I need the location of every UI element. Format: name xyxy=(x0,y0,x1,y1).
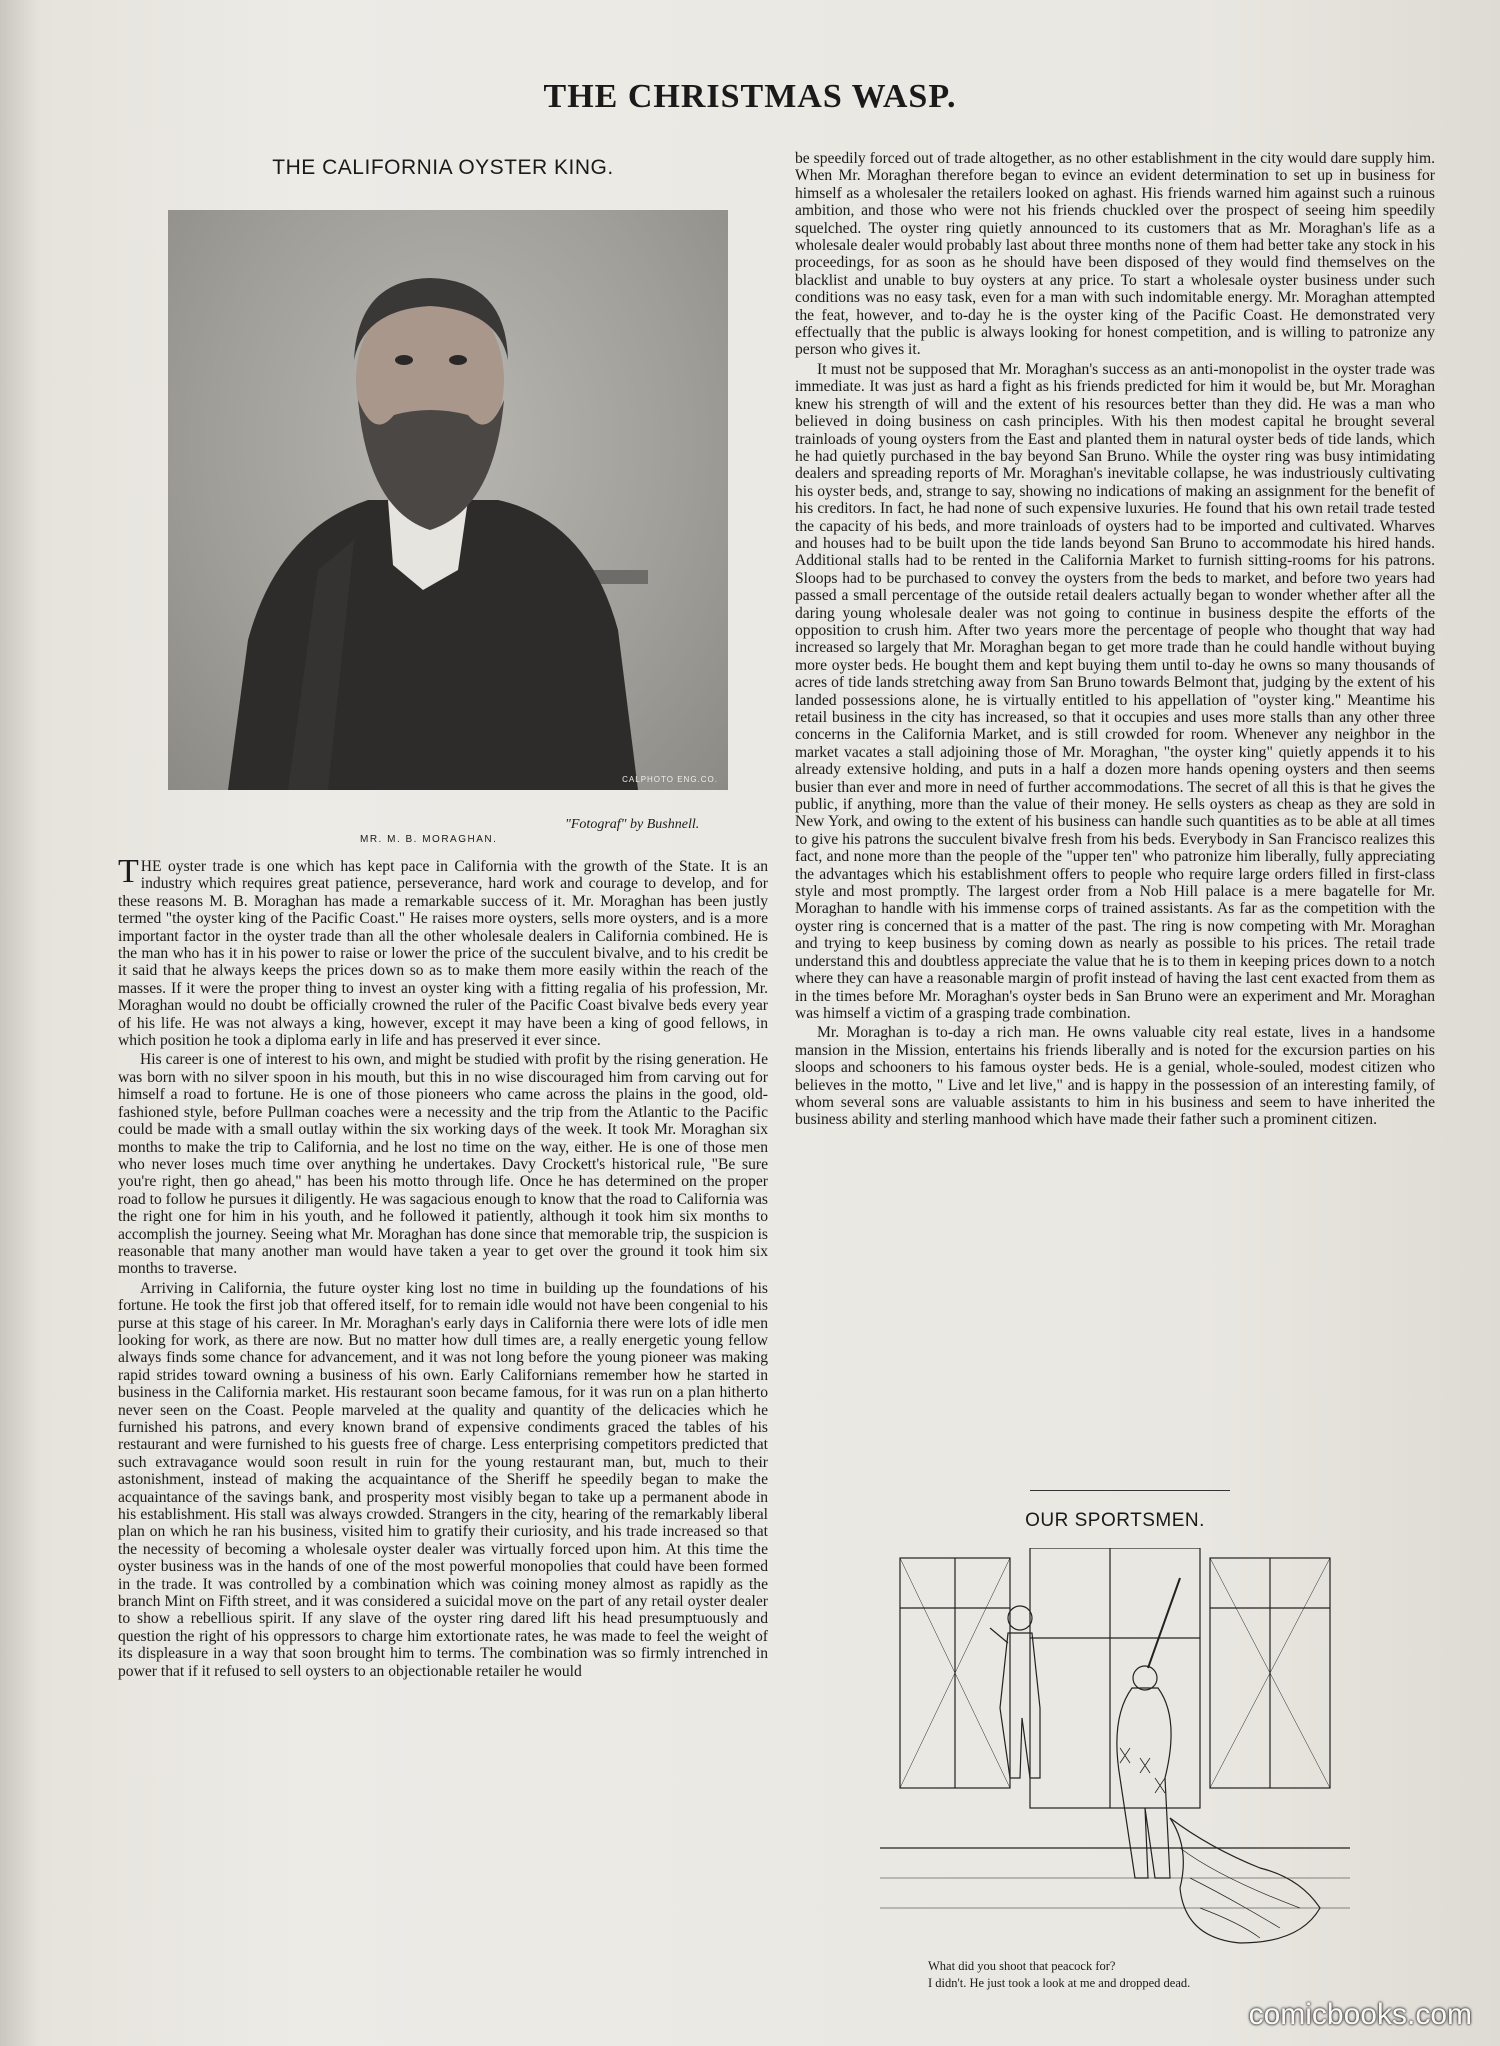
cartoon-title: OUR SPORTSMEN. xyxy=(1025,1510,1205,1531)
article-paragraph: THE oyster trade is one which has kept pace in California with the growth of the State. It is an industry which requires great patience, perseverance, hard work and courage to develop, and for these reasons M. B. Moraghan has made a remarkable success of it. Mr. Moraghan has been justly termed "the oyster king of the Pacific Coast." He raises more oysters, sells more oysters, and is a more important factor in the oyster trade than all the other wholesale dealers in California combined. He is the man who has it in his power to raise or lower the price of the succulent bivalve, and to his credit be it said that he always keeps the prices down so as to make them more easily within the reach of the masses. If it were the proper thing to invest an oyster king with a fitting regalia of his profession, Mr. Moraghan would no doubt be officially crowned the ruler of the Pacific Coast bivalve beds every year of his life. He was not always a king, however, except it may have been a king of good fellows, in which position he took a diploma early in life and has preserved it ever since. xyxy=(118,858,768,1050)
article-paragraph: It must not be supposed that Mr. Moraghan's success as an anti-monopolist in the oyster trade was immediate. It was just as hard a fight as his friends predicted for him it would be, but Mr. Moraghan knew his strength of will and the extent of his resources better than they did. He was a man who believed in doing business on cash principles. With his then modest capital he brought several trainloads of young oysters from the East and planted them in natural oyster beds of tide lands, which he had quietly purchased in the bay beyond San Bruno. While the oyster ring was busy intimidating dealers and spreading reports of Mr. Moraghan's inevitable collapse, he was industriously cultivating his oyster beds, and, strange to say, showing no indications of making an assignment for the benefit of his creditors. In fact, he had none of such expensive luxuries. He found that his own retail trade tested the capacity of his beds, and more trainloads of oysters had to be imported and cultivated. Wharves and houses had to be built upon the tide lands beyond San Bruno to accommodate his hired hands. Additional stalls had to be rented in the California Market to furnish sitting-rooms for his patrons. Sloops had to be purchased to convey the oysters from the beds to market, and before two years had passed a small percentage of the outside retail dealers actually began to wonder whether after all the daring young wholesale dealer was not going to continue in business despite the efforts of the opposition to crush him. After two years more the percentage of people who thought that way had increased so largely that Mr. Moraghan began to get more trade than he could handle without buying more oyster beds. He bought them and kept buying them until to-day he owns so many thousands of acres of tide lands stretching away from San Bruno towards Belmont that, judging by the extent of his landed possessions alone, he is virtually entitled to his appellation of "oyster king." Meantime his retail business in the city has increased, so that it occupies and uses more stalls than any other three concerns in the California Market, and is still crowded for room. Whenever any neighbor in the market vacates a stall adjoining those of Mr. Moraghan, "the oyster king" quietly appends it to his already extensive holding, and puts in a half a dozen more hands opening oysters and then seems busier than ever and more in need of further accommodations. The secret of all this is that he gives the public, if anything, more than the value of their money. He sells oysters as cheap as they are sold in New York, and owing to the extent of his business can handle such quantities as to be able at all times to give his patrons the succulent bivalve fresh from his beds. Everybody in San Francisco realizes this fact, and none more than the people of the "upper ten" who patronize him liberally, fully appreciating the advantages which his establishment offers to people who require large orders filled in first-class style and most promptly. The largest order from a Nob Hill palace is a mere bagatelle for Mr. Moraghan to handle with his immense corps of trained assistants. As far as the competition with the oyster ring is concerned that is a matter of the past. The ring is now competing with Mr. Moraghan and trying to keep business by coming down as nearly as possible to his prices. The retail trade understand this and doubtless appreciate the value that he is to them in keeping prices down to a notch where they can have a reasonable margin of profit instead of having the last cent exacted from them as in the times before Mr. Moraghan's oyster beds in San Bruno were an experiment and Mr. Moraghan was himself a victim of a grasping trade combination. xyxy=(795,360,1435,1022)
site-watermark: comicbooks.com xyxy=(1248,1998,1472,2031)
photo-caption: MR. M. B. MORAGHAN. xyxy=(360,834,498,845)
cartoon-caption xyxy=(928,1958,1408,1992)
article-paragraph: Mr. Moraghan is to-day a rich man. He owns valuable city real estate, lives in a handsome mansion in the Mission, entertains his friends liberally and is noted for the excursion parties on his sloops and schooners to his famous oyster beds. He is a genial, whole-souled, modest citizen who believes in the motto, " Live and let live," and is happy in the possession of an interesting family, of whom several sons are valuable assistants to him in his business and seem to have inherited the business ability and sterling manhood which have made their father such a prominent citizen. xyxy=(795,1024,1435,1129)
engraver-mark: CALPHOTO ENG.CO. xyxy=(622,775,718,784)
masthead: THE CHRISTMAS WASP. xyxy=(543,78,957,115)
portrait-photo xyxy=(168,210,728,790)
caption-question: What did you shoot that peacock for? xyxy=(928,1959,1116,1973)
left-column xyxy=(118,858,768,2008)
article-paragraph: His career is one of interest to his own, and might be studied with profit by the rising generation. He was born with no silver spoon in his mouth, but this in no wise discouraged him from carving out for himself a road to fortune. He is one of those pioneers who came across the plains in the good, old-fashioned style, before Pullman coaches were a necessity and the trip from the Atlantic to the Pacific could be made with a small outlay within the six working days of the week. It took Mr. Moraghan six months to make the trip to California, and he lost no time on the way, either. He is one of those men who never loses much time over anything he undertakes. Davy Crockett's historical rule, "Be sure you're right, then go ahead," has been his motto through life. Once he has determined on the proper road to follow he pursues it diligently. He was sagacious enough to know that the road to California was the right one for him in his youth, and he followed it patiently, although it took him six months to accomplish the journey. Seeing what Mr. Moraghan has done since that memorable trip, the suspicion is reasonable that many another man would have taken a year to get over the ground it took him six months to traverse. xyxy=(118,1051,768,1278)
section-divider xyxy=(1030,1490,1230,1491)
caption-answer: I didn't. He just took a look at me and dropped dead. xyxy=(928,1976,1191,1990)
right-column xyxy=(795,150,1435,1485)
cartoon-illustration xyxy=(880,1548,1350,1948)
photo-credit: "Fotograf" by Bushnell. xyxy=(565,817,700,832)
article-title: THE CALIFORNIA OYSTER KING. xyxy=(272,156,614,179)
article-paragraph: Arriving in California, the future oyster king lost no time in building up the foundations of his fortune. He took the first job that offered itself, for to remain idle would not have been congenial to his purse at this stage of his career. In Mr. Moraghan's early days in California there were lots of idle men looking for work, as there are now. But no matter how dull times are, a really energetic young fellow always finds some chance for advancement, and it was not long before the young pioneer was making rapid strides toward owning a business of his own. Early Californians remember how he started in business in the California market. His restaurant soon became famous, for it was run on a plan hitherto never seen on the Coast. People marveled at the quality and quantity of the delicacies which he furnished his patrons, and every known brand of expensive condiments graced the tables of his restaurant and were furnished to his guests free of charge. Less enterprising competitors predicted that such extravagance would soon result in ruin for the young restaurant man, but, much to their astonishment, instead of making the acquaintance of the Sheriff he speedily began to make the acquaintance of the savings bank, and prosperity most visibly began to take up a permanent abode in his establishment. His stall was always crowded. Strangers in the city, hearing of the remarkably liberal plan on which he ran his business, visited him to gratify their curiosity, and his trade increased so that the necessity of becoming a wholesale oyster dealer was virtually forced upon him. At this time the oyster business was in the hands of one of the most powerful monopolies that could have been formed in the trade. It was controlled by a combination which was coining money almost as rapidly as the branch Mint on Fifth street, and it was considered a suicidal move on the part of any retail oyster dealer to show a rebellious spirit. If any slave of the oyster ring dared lift his head presumptuously and question the right of his oppressors to charge him extortionate rates, he was made to feel the weight of its displeasure in a way that soon brought him to terms. The combination was so firmly intrenched in power that if it refused to sell oysters to an objectionable retailer he would xyxy=(118,1279,768,1680)
article-paragraph: be speedily forced out of trade altogether, as no other establishment in the city would dare supply him. When Mr. Moraghan therefore began to evince an evident determination to set up in business for himself as a wholesaler the retailers looked on aghast. His friends warned him against such a ruinous ambition, and those who were not his friends chuckled over the prospect of seeing him speedily squelched. The oyster ring quietly announced to its customers that as Mr. Moraghan's life as a wholesale dealer would probably last about three months none of them had better take any stock in his proceedings, for as soon as he should have been disposed of they would find themselves on the blacklist and unable to buy oysters at any price. To start a wholesale oyster business under such conditions was no easy task, even for a man with such indomitable energy. Mr. Moraghan attempted the feat, however, and to-day he is the oyster king of the Pacific Coast. He demonstrated very effectually that the public is always looking for honest competition, and is willing to patronize any person who gives it. xyxy=(795,150,1435,359)
